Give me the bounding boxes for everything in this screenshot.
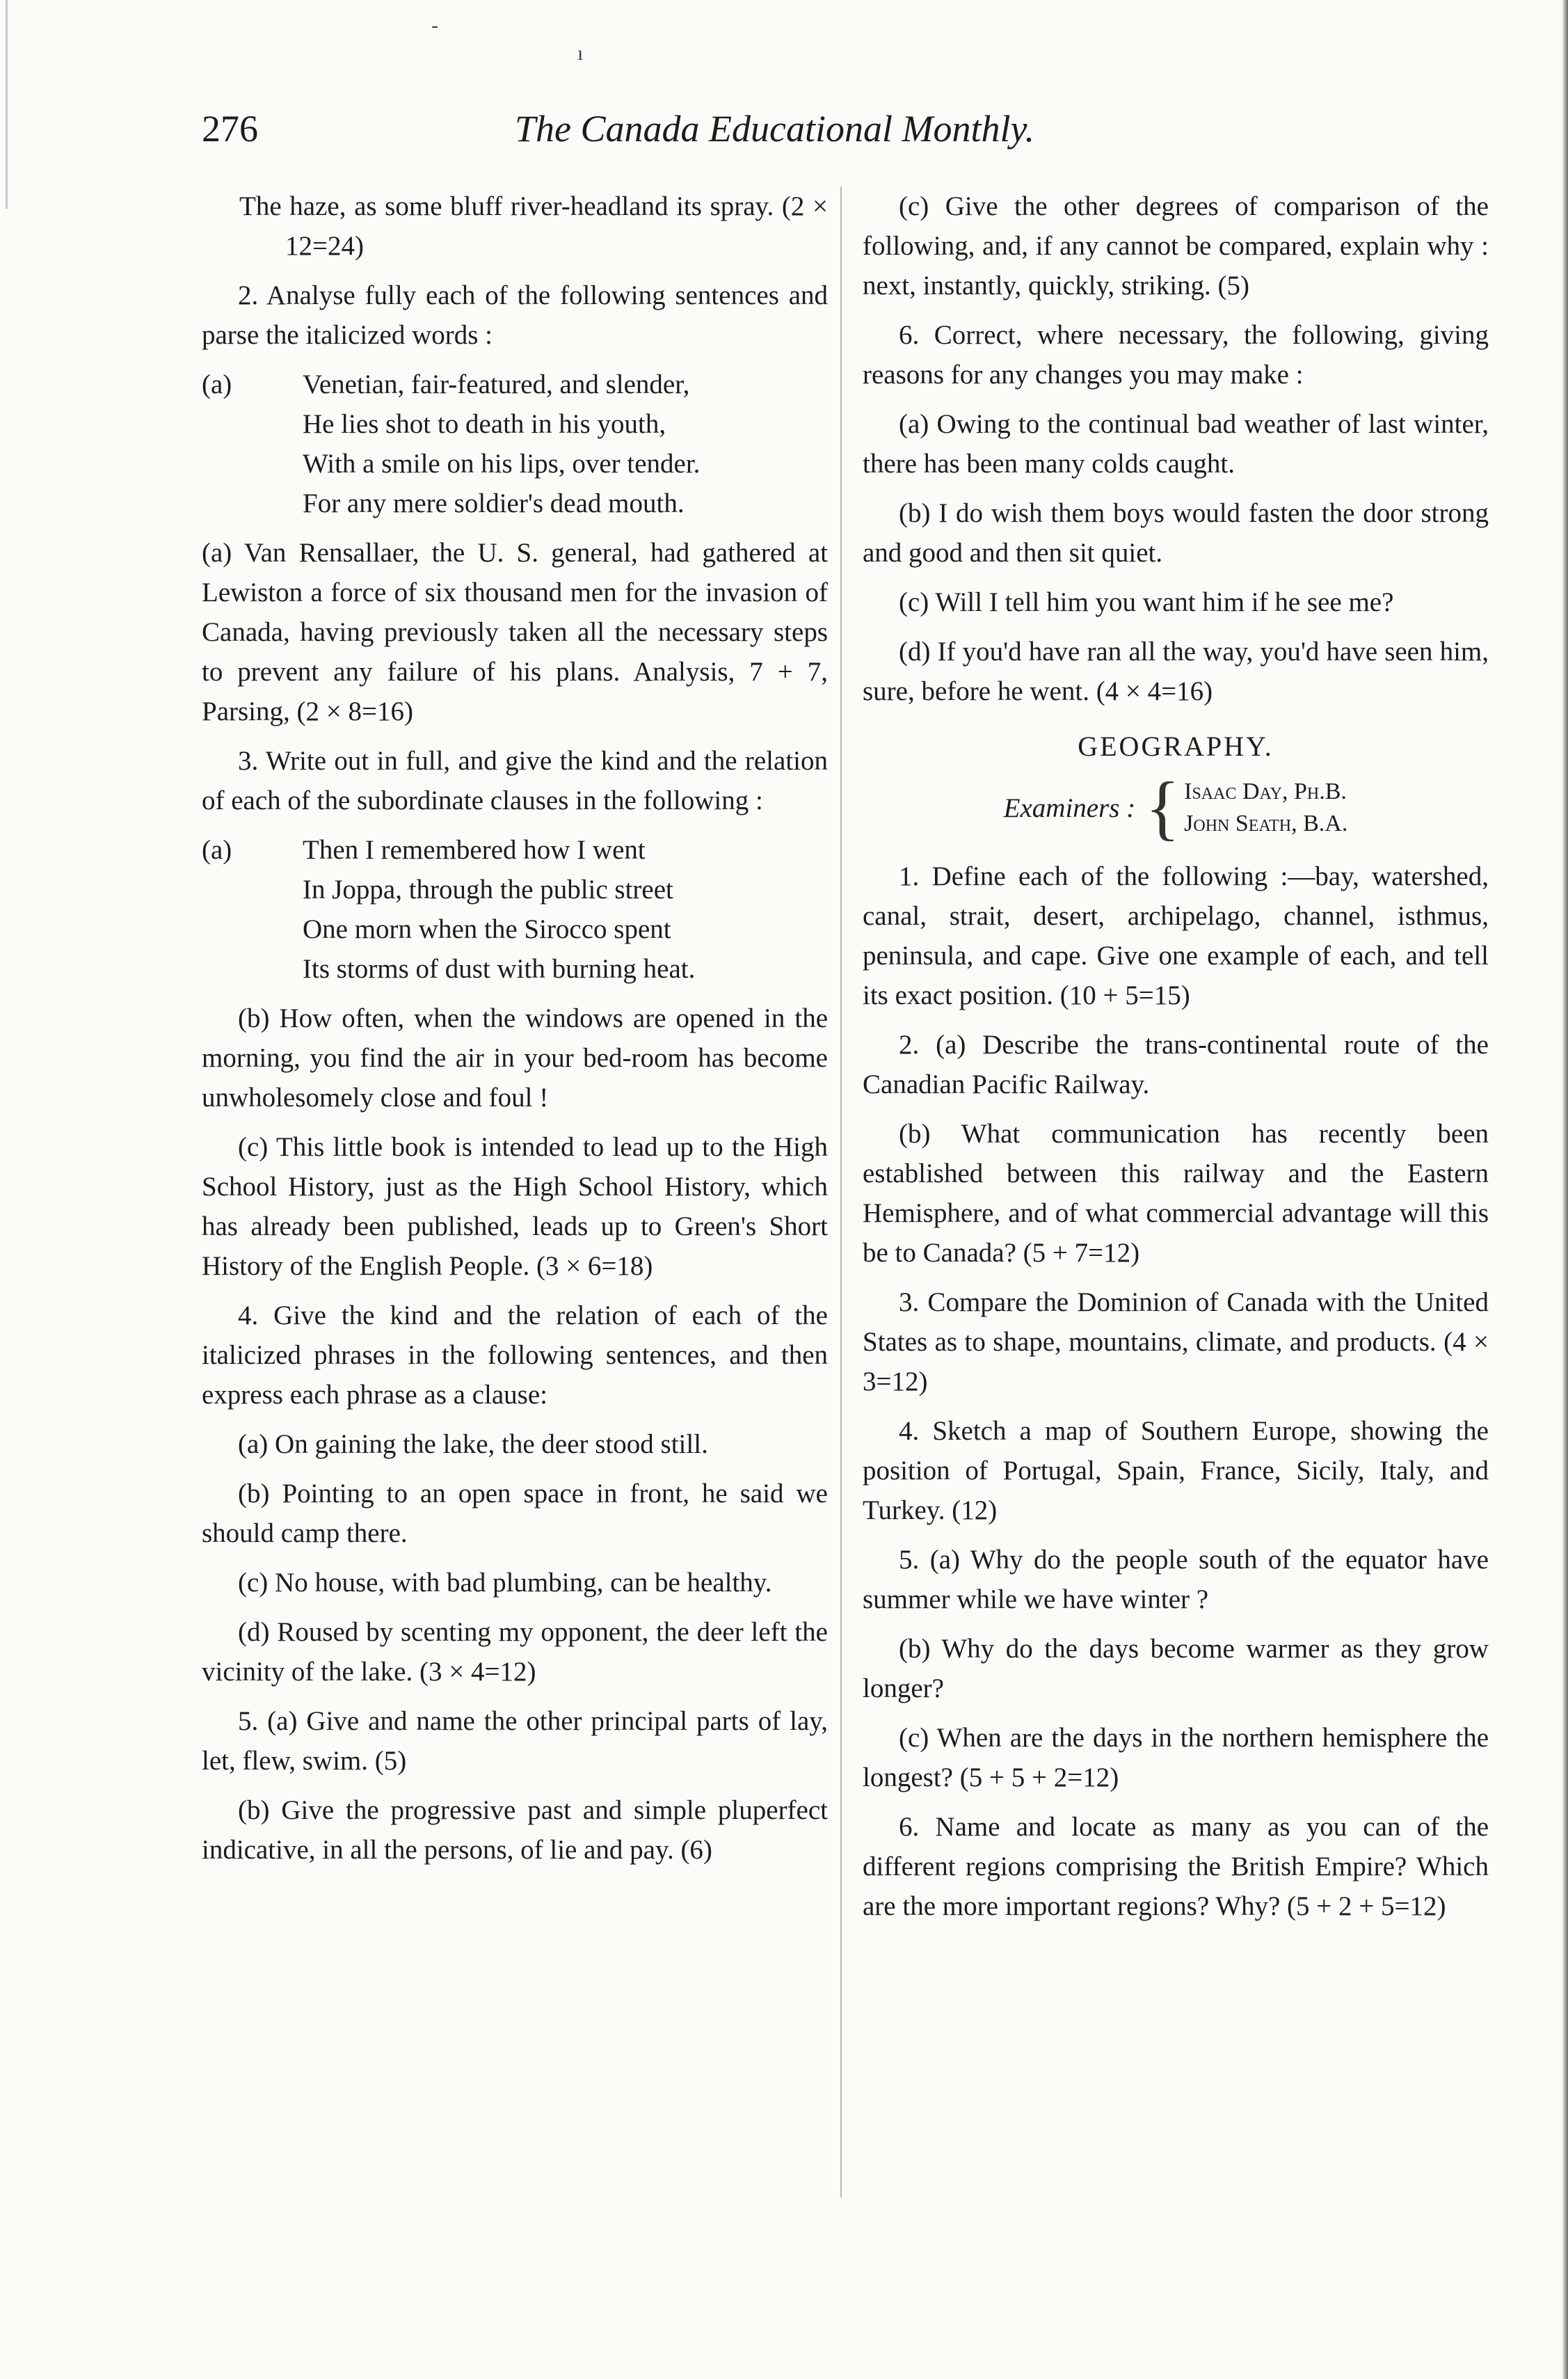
right-column [863, 186, 1489, 1936]
scan-mark: ı [577, 42, 584, 65]
paragraph: (a) Van Rensallaer, the U. S. general, had gathered at Lewiston a force of six thousand men for the invasion of Canada, having previously taken all the necessary steps to prevent any failure of his plans. Analysis, 7 + 7, Parsing, (2 × 8=16) [202, 538, 828, 726]
section-heading: GEOGRAPHY. [1078, 731, 1274, 762]
geography-question-6: 6. Name and locate as many as you can of the different regions comprising the British Empire? Which are the more important regions? Why? (5 + 2 + 5=12) [863, 1812, 1489, 1921]
scan-shadow [1562, 0, 1568, 2379]
column-divider [840, 186, 842, 2197]
verse-line: Venetian, fair-featured, and slender, [303, 369, 690, 399]
geography-question-5: 5. (a) Why do the people south of the equator have summer while we have winter ? [863, 1545, 1489, 1614]
question-4: 4. Give the kind and the relation of each of the italicized phrases in the following sentences, and then express each phrase as a clause: [202, 1300, 828, 1410]
examiner-names [1184, 776, 1347, 840]
paragraph: (b) Pointing to an open space in front, he said we should camp there. [202, 1479, 828, 1548]
paragraph: (c) This little book is intended to lead up to the High School History, just as the High School History, which has already been published, leads up to Green's Short History of the English People. (3 × 6=18) [202, 1132, 828, 1281]
paragraph: (c) When are the days in the northern hemisphere the longest? (5 + 5 + 2=12) [863, 1723, 1489, 1792]
verse-line: For any mere soldier's dead mouth. [303, 488, 685, 518]
verse-label: (a) [202, 835, 232, 865]
paragraph: (c) Give the other degrees of comparison of the following, and, if any cannot be compared, explain why : next, instantly, quickly, striking. (5) [863, 191, 1489, 301]
question-6: 6. Correct, where necessary, the following, giving reasons for any changes you may make : [863, 320, 1489, 390]
verse-line: Its storms of dust with burning heat. [303, 954, 696, 984]
running-title: The Canada Educational Monthly. [515, 108, 1034, 150]
examiners-block [863, 767, 1489, 848]
brace-icon: { [1145, 767, 1181, 848]
geography-question-2: 2. (a) Describe the trans-continental route of the Canadian Pacific Railway. [863, 1030, 1489, 1099]
paragraph: (c) No house, with bad plumbing, can be healthy. [238, 1568, 772, 1598]
paragraph: (b) Give the progressive past and simple pluperfect indicative, in all the persons, of lie and pay. (6) [202, 1795, 828, 1865]
question-2: 2. Analyse fully each of the following sentences and parse the italicized words : [202, 280, 828, 350]
question-5: 5. (a) Give and name the other principal parts of lay, let, flew, swim. (5) [202, 1706, 828, 1776]
paragraph: (a) On gaining the lake, the deer stood still. [238, 1429, 708, 1459]
paragraph: (c) Will I tell him you want him if he see me? [899, 587, 1394, 617]
examiners-label: Examiners : [1003, 793, 1136, 823]
scan-mark: - [431, 14, 438, 37]
paragraph: The haze, as some bluff river-headland its spray. (2 × 12=24) [239, 191, 828, 261]
paragraph: (a) Owing to the continual bad weather of last winter, there has been many colds caught. [863, 409, 1489, 479]
page-header [202, 104, 1162, 160]
paragraph: (b) I do wish them boys would fasten the door strong and good and then sit quiet. [863, 498, 1489, 568]
paragraph: (b) What communication has recently been established between this railway and the Eastern Hemisphere, and of what commercial advantage will this be to Canada? (5 + 7=12) [863, 1119, 1489, 1268]
left-column [202, 186, 828, 1879]
question-3: 3. Write out in full, and give the kind and the relation of each of the subordinate clauses in the following : [202, 746, 828, 815]
geography-question-4: 4. Sketch a map of Southern Europe, showing the position of Portugal, Spain, France, Sicily, Italy, and Turkey. (12) [863, 1416, 1489, 1525]
verse-line: He lies shot to death in his youth, [303, 409, 666, 439]
page-number: 276 [202, 108, 258, 150]
page-edge-line [6, 0, 8, 209]
examiner-name: John Seath, B.A. [1184, 811, 1348, 836]
paragraph: (d) Roused by scenting my opponent, the deer left the vicinity of the lake. (3 × 4=12) [202, 1617, 828, 1687]
paragraph: (b) How often, when the windows are opened in the morning, you find the air in your bed-room has become unwholesomely close and foul ! [202, 1003, 828, 1113]
verse-line: Then I remembered how I went [303, 835, 646, 865]
verse-line: With a smile on his lips, over tender. [303, 449, 701, 479]
geography-question-1: 1. Define each of the following :—bay, watershed, canal, strait, desert, archipelago, channel, isthmus, peninsula, and cape. Give one example of each, and tell its exact position. (10 + 5=15) [863, 861, 1489, 1010]
examiner-name: Isaac Day, Ph.B. [1184, 779, 1347, 804]
verse-line: In Joppa, through the public street [303, 875, 673, 905]
geography-question-3: 3. Compare the Dominion of Canada with the United States as to shape, mountains, climate, and products. (4 × 3=12) [863, 1287, 1489, 1397]
verse-block-a [202, 365, 828, 523]
paragraph: (b) Why do the days become warmer as they grow longer? [863, 1634, 1489, 1703]
verse-line: One morn when the Sirocco spent [303, 914, 671, 944]
paragraph: (d) If you'd have ran all the way, you'd have seen him, sure, before he went. (4 × 4=16) [863, 637, 1489, 706]
verse-label: (a) [202, 369, 232, 399]
verse-block-b [202, 830, 828, 989]
